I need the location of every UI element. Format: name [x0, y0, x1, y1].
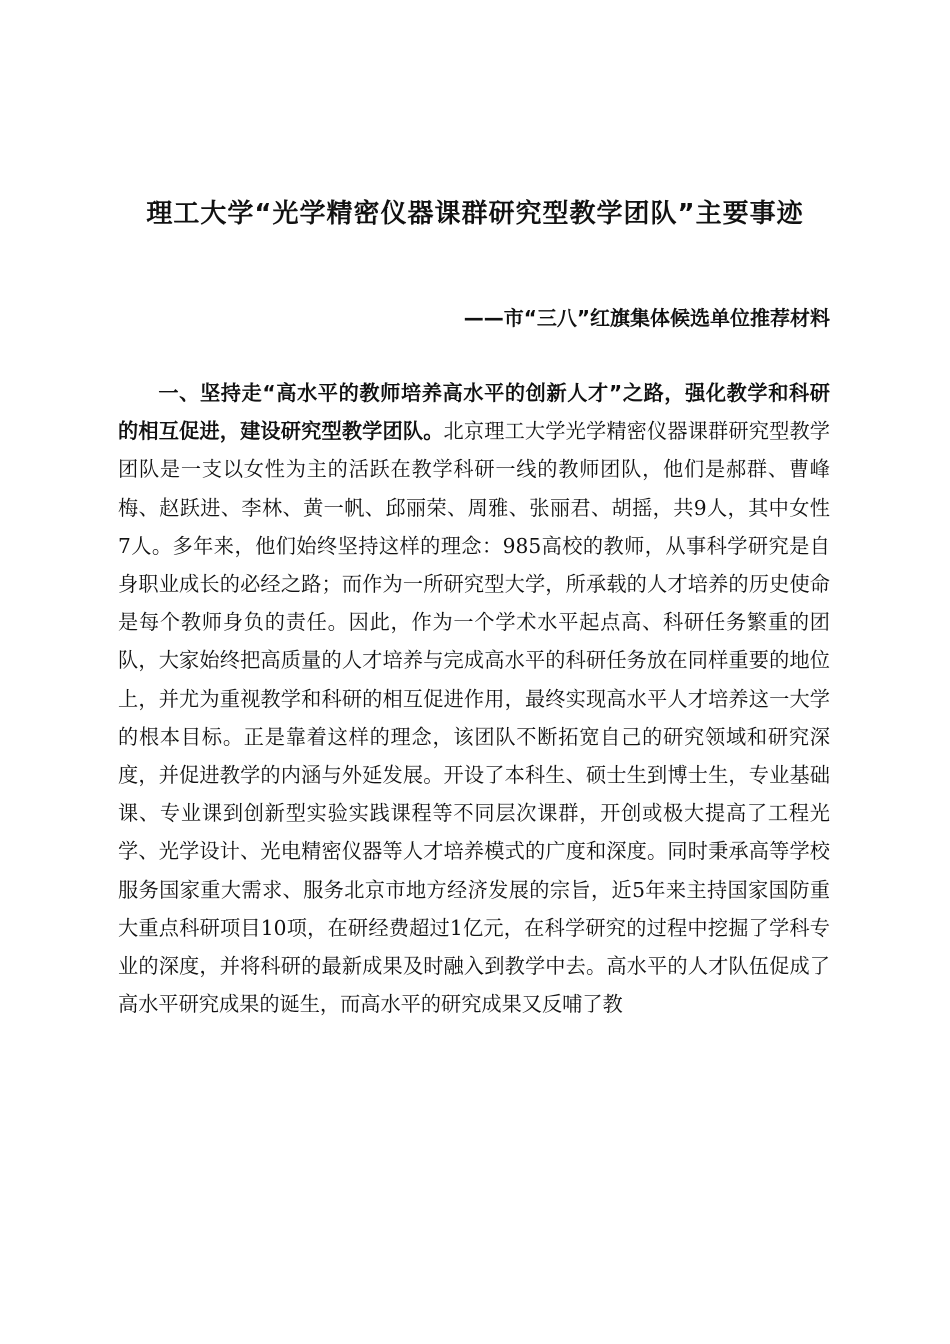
document-subtitle: ——市“三八”红旗集体候选单位推荐材料 — [463, 306, 830, 330]
section-heading: 一、坚持走“高水平的教师培养高水平的创新人才”之路，强化教学和科研的相互促进，建设研究型教学团队。 — [118, 381, 830, 444]
section-body-text: 北京理工大学光学精密仪器课群研究型教学团队是一支以女性为主的活跃在教学科研一线的教师团队，他们是郝群、曹峰梅、赵跃进、李林、黄一帆、邱丽荣、周雅、张丽君、胡摇，共9人，其中女性7人。多年来，他们始终坚持这样的理念：985高校的教师，从事科学研究是自身职业成长的必经之路；而作为一所研究型大学，所承载的人才培养的历史使命是每个教师身负的责任。因此，作为一个学术水平起点高、科研任务繁重的团队，大家始终把高质量的人才培养与完成高水平的科研任务放在同样重要的地位上，并尤为重视教学和科研的相互促进作用，最终实现高水平人才培养这一大学的根本目标。正是靠着这样的理念，该团队不断拓宽自己的研究领域和研究深度，并促进教学的内涵与外延发展。开设了本科生、硕士生到博士生，专业基础课、专业课到创新型实验实践课程等不同层次课群，开创或极大提高了工程光学、光学设计、光电精密仪器等人才培养模式的广度和深度。同时秉承高等学校服务国家重大需求、服务北京市地方经济发展的宗旨，近5年来主持国家国防重大重点科研项目10项，在研经费超过1亿元，在科学研究的过程中挖掘了学科专业的深度，并将科研的最新成果及时融入到教学中去。高水平的人才队伍促成了高水平研究成果的诞生，而高水平的研究成果又反哺了教 — [118, 419, 830, 1017]
body-paragraph — [118, 374, 830, 1023]
document-title: 理工大学“光学精密仪器课群研究型教学团队”主要事迹 — [146, 199, 804, 229]
